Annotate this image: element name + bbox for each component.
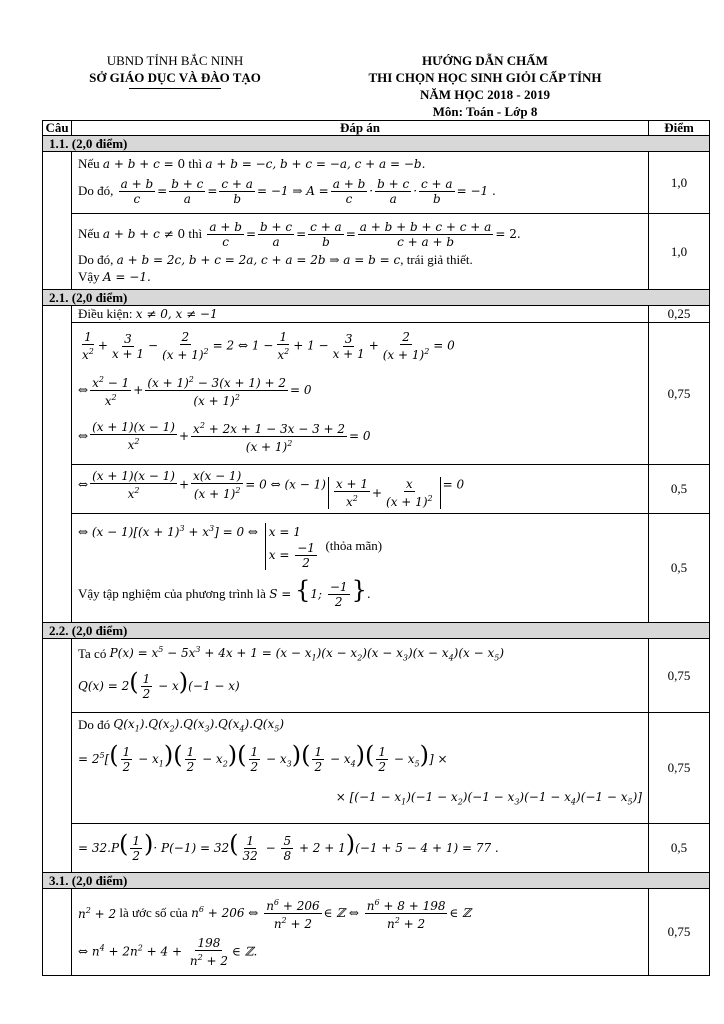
section-title: 3.1. (2,0 điểm) [43, 873, 710, 889]
math: Q(x) = 2( $\frac{1}{2}$ − x)(−1 − x) [78, 667, 240, 701]
math: $\frac{1}{x^2}$ + $\frac{3}{x + 1}$ − $\frac{2}{(x + 1)^2}$ = 2 ⇔ 1 − $\frac{1}{x^2}$ + 1 − $\frac{3}{x + 1}$ + $\frac{2}{(x + 1)^2}$ = 0 [82, 330, 455, 362]
math: a + b = −c, b + c = −a, c + a = −b. [205, 157, 426, 171]
answer-cell [72, 713, 649, 824]
answer-cell [72, 152, 649, 214]
table-row [43, 824, 710, 873]
table-header-row [43, 121, 710, 136]
score-cell: 0,5 [649, 514, 710, 623]
math: a + b = 2c, b + c = 2a, c + a = 2b ⇒ a = b = c [116, 253, 401, 267]
header-right-line1: HƯỚNG DẪN CHẤM [422, 53, 548, 68]
cau-cell [43, 306, 72, 623]
header-divider [129, 88, 221, 89]
text-do-do: Do đó [78, 717, 111, 732]
answer-cell [72, 323, 649, 465]
score-cell: 0,75 [649, 889, 710, 976]
text-thi: thì [188, 226, 203, 241]
math: ⇔ $\frac{(x + 1)(x - 1)}{x^2}$ + $\frac{x(x - 1)}{(x + 1)^2}$ = 0 ⇔ (x − 1) x + 1 $x^2$ + x $(x + 1)^2$ = 0 [78, 468, 465, 510]
header-left-line1: UBND TỈNH BẮC NINH [106, 53, 244, 68]
math: ⇔ $(x - 1)[(x + 1)^3 + x^3] = 0$ ⇔ x = 1 x = $\frac{-1}{2}$ [78, 523, 319, 570]
math: × $[(-1 - x_1)(-1 - x_2)(-1 - x_3)(-1 - x_4)(-1 - x_5)]$ [335, 789, 642, 807]
math: ⇔ $n^4 + 2n^2 + 4$ + $\frac{198}{n^2 + 2}$ ∈ ℤ. [78, 936, 258, 968]
math: a + b + c = 0 [102, 157, 186, 171]
header-right-line4: Môn: Toán - Lớp 8 [432, 104, 538, 119]
score-cell: 0,75 [649, 713, 710, 824]
math: $P(x) = x^5 - 5x^3 + 4x + 1 = (x - x_1)(x - x_2)(x - x_3)(x - x_4)(x - x_5)$ [109, 645, 505, 663]
col-header-dapan: Đáp án [72, 121, 649, 136]
score-cell: 0,75 [649, 639, 710, 713]
header-left-line2: SỞ GIÁO DỤC VÀ ĐÀO TẠO [89, 70, 261, 85]
table-row [43, 639, 710, 713]
answer-cell [72, 465, 649, 514]
math: = $2^5$[( $\frac{1}{2}$ − $x_1$)( $\frac{1}{2}$ − $x_2$)( $\frac{1}{2}$ − $x_3$)( $\frac{1}{2}$ − $x_4$)( $\frac{1}{2}$ − $x_5$)] × [78, 740, 448, 774]
table-row [43, 889, 710, 976]
math: $n^6 + 206$ ⇔ $\frac{n^6 + 206}{n^2 + 2}$ ∈ ℤ ⇔ $\frac{n^6 + 8 + 198}{n^2 + 2}$ ∈ ℤ [191, 897, 471, 931]
math: $Q(x_1).Q(x_2).Q(x_3).Q(x_4).Q(x_5)$ [113, 716, 285, 734]
text-tap-nghiem: Vậy tập nghiệm của phương trình là [78, 586, 266, 601]
table-row [43, 713, 710, 824]
answer-table [42, 120, 710, 976]
table-row [43, 514, 710, 623]
math: S = {1; $\frac{-1}{2}$ }. [269, 575, 371, 609]
math: A = −1. [102, 270, 151, 284]
score-cell: 1,0 [649, 152, 710, 214]
score-cell: 0,75 [649, 323, 710, 465]
col-header-diem: Điểm [649, 121, 710, 136]
math: a + b + c ≠ 0 [102, 227, 186, 241]
text-vay: Vậy [78, 269, 100, 284]
header-right [330, 52, 640, 120]
section-title: 2.1. (2,0 điểm) [43, 290, 710, 306]
math: $\frac{a + b}{c}$ = $\frac{b + c}{a}$ = $\frac{c + a}{b}$ = $\frac{a + b + b + c + c + a}{c + a + b}$ = 2. [209, 219, 521, 249]
math: x ≠ 0, x ≠ −1 [135, 307, 218, 321]
text-thi: thì [188, 156, 203, 171]
section-row [43, 290, 710, 306]
score-cell: 1,0 [649, 214, 710, 290]
section-row [43, 873, 710, 889]
score-cell: 0,5 [649, 465, 710, 514]
answer-cell [72, 824, 649, 873]
text-do-do: Do đó, [78, 183, 114, 198]
answer-cell [72, 214, 649, 290]
answer-cell [72, 306, 649, 323]
math: ⇔ $\frac{(x + 1)(x - 1)}{x^2}$ + $\frac{x^2 + 2x + 1 - 3x - 3 + 2}{(x + 1)^2}$ = 0 [78, 420, 371, 454]
header-right-line3: NĂM HỌC 2018 - 2019 [420, 87, 550, 102]
header-right-line2: THI CHỌN HỌC SINH GIỎI CẤP TỈNH [368, 70, 602, 85]
answer-cell [72, 889, 649, 976]
answer-cell [72, 639, 649, 713]
text-neu: Nếu [78, 226, 100, 241]
text-trai-gia-thiet: , trái giả thiết. [400, 252, 473, 267]
cau-cell [43, 639, 72, 873]
score-cell: 0,5 [649, 824, 710, 873]
text-thoa-man: (thỏa mãn) [325, 538, 383, 553]
math: $\frac{a + b}{c}$ = $\frac{b + c}{a}$ = $\frac{c + a}{b}$ = −1 ⇒ A = $\frac{a + b}{c}$ · $\frac{b + c}{a}$ · $\frac{c + a}{b}$ = −1 . [120, 176, 496, 206]
score-cell: 0,25 [649, 306, 710, 323]
header-left [70, 52, 280, 89]
text-la-uoc-so: là ước số của [119, 905, 188, 920]
text-do-do: Do đó, [78, 252, 114, 267]
table-row [43, 465, 710, 514]
table-row [43, 214, 710, 290]
section-row [43, 623, 710, 639]
section-row [43, 136, 710, 152]
text-neu: Nếu [78, 156, 100, 171]
table-row [43, 306, 710, 323]
text-dieu-kien: Điều kiện: [78, 306, 133, 321]
text-ta-co: Ta có [78, 646, 107, 661]
cau-cell [43, 152, 72, 290]
section-title: 1.1. (2,0 điểm) [43, 136, 710, 152]
math: $n^2 + 2$ [78, 905, 117, 921]
cau-cell [43, 889, 72, 976]
table-row [43, 323, 710, 465]
math: ⇔ $\frac{x^2 - 1}{x^2}$ + $\frac{(x + 1)^2 - 3(x + 1) + 2}{(x + 1)^2}$ = 0 [78, 374, 312, 408]
col-header-cau: Câu [43, 121, 72, 136]
section-title: 2.2. (2,0 điểm) [43, 623, 710, 639]
math: = 32.P( $\frac{1}{2}$ )· P(−1) = 32( $\frac{1}{32}$ − $\frac{5}{8}$ + 2 + 1)(−1 + 5 − 4 + 1) = 77 . [78, 829, 499, 863]
table-row [43, 152, 710, 214]
answer-cell [72, 514, 649, 623]
